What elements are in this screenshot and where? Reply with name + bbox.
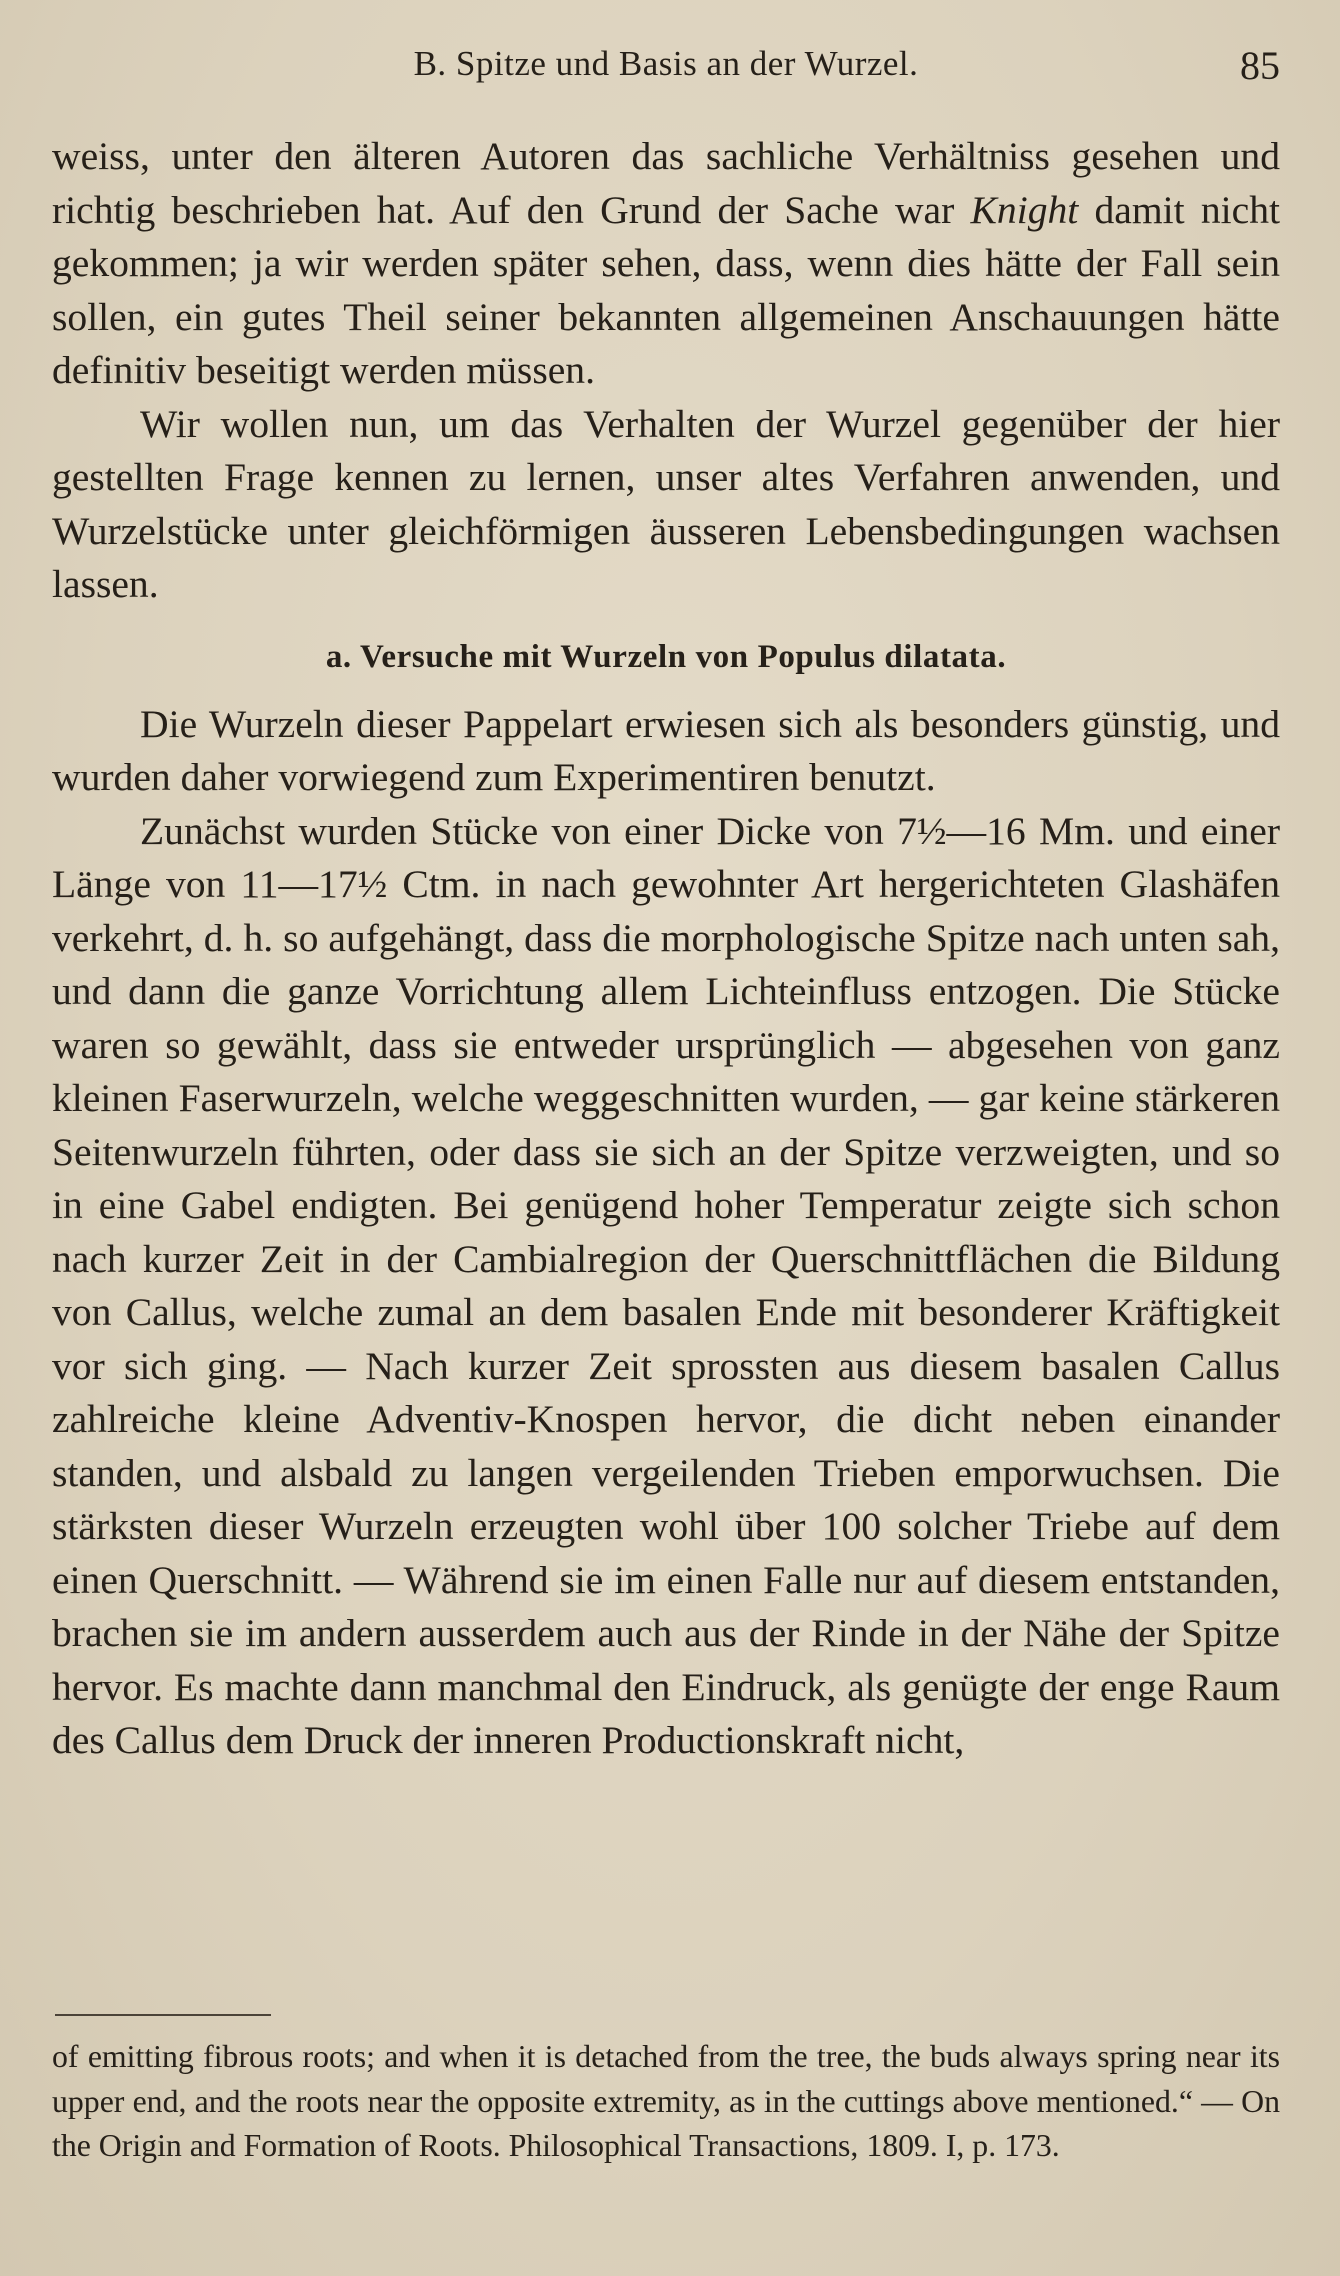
paragraph-text: weiss, unter den älteren Autoren das sachliche Verhältniss gesehen und richtig beschrieben hat. Auf den Grund der Sache war [52,134,1280,232]
footnote-divider [55,2014,271,2016]
page-number: 85 [1240,43,1280,88]
paragraph-text: damit nicht gekommen; ja wir werden später sehen, dass, wenn dies hätte der Fall sein sollen, ein gutes Theil seiner bekannten allgemeinen Anschauungen hätte definitiv beseitigt werden müssen. [52,187,1281,392]
main-text [52,130,1280,1768]
running-header [52,40,1280,88]
running-title: B. Spitze und Basis an der Wurzel. [413,44,919,83]
footnote: of emitting fibrous roots; and when it is detached from the tree, the buds always spring near its upper end, and the roots near the opposite extremity, as in the cuttings above mentioned.“ — On the Origin and Formation of Roots. Philosophical Transactions, 1809. I, p. 173. [52,2039,1280,2163]
emphasized-author-name: Knight [970,187,1079,232]
section-heading: a. Versuche mit Wurzeln von Populus dilatata. [325,638,1007,675]
paragraph: Wir wollen nun, um das Verhalten der Wurzel gegenüber der hier gestellten Frage kennen zu lernen, unser altes Verfahren anwenden, und Wurzelstücke unter gleichförmigen äusseren Lebensbedingungen wachsen lassen. [52,401,1280,606]
paragraph [52,130,1280,398]
paragraph: Zunächst wurden Stücke von einer Dicke von 7½—16 Mm. und einer Länge von 11—17½ Ctm. in nach gewohnter Art hergerichteten Glashäfen verkehrt, d. h. so aufgehängt, dass die morphologische Spitze nach unten sah, und dann die ganze Vorrichtung allem Lichteinfluss entzogen. Die Stücke waren so gewählt, dass sie entweder ursprünglich — abgesehen von ganz kleinen Faserwurzeln, welche weggeschnitten wurden, — gar keine stärkeren Seitenwurzeln führten, oder dass sie sich an der Spitze verzweigten, und so in eine Gabel endigten. Bei genügend hoher Temperatur zeigte sich schon nach kurzer Zeit in der Cambialregion der Querschnittflächen die Bildung von Callus, welche zumal an dem basalen Ende mit besonderer Kräftigkeit vor sich ging. — Nach kurzer Zeit sprossten aus diesem basalen Callus zahlreiche kleine Adventiv-Knospen hervor, die dicht neben einander standen, und alsbald zu langen vergeilenden Trieben emporwuchsen. Die stärksten dieser Wurzeln erzeugten wohl über 100 solcher Triebe auf dem einen Querschnitt. — Während sie im einen Falle nur auf diesem entstanden, brachen sie im andern ausserdem auch aus der Rinde in der Nähe der Spitze hervor. Es machte dann manchmal den Eindruck, als genügte der enge Raum des Callus dem Druck der inneren Productionskraft nicht, [52,808,1280,1762]
paragraph: Die Wurzeln dieser Pappelart erwiesen sich als besonders günstig, und wurden daher vorwiegend zum Experimentiren benutzt. [52,701,1280,799]
